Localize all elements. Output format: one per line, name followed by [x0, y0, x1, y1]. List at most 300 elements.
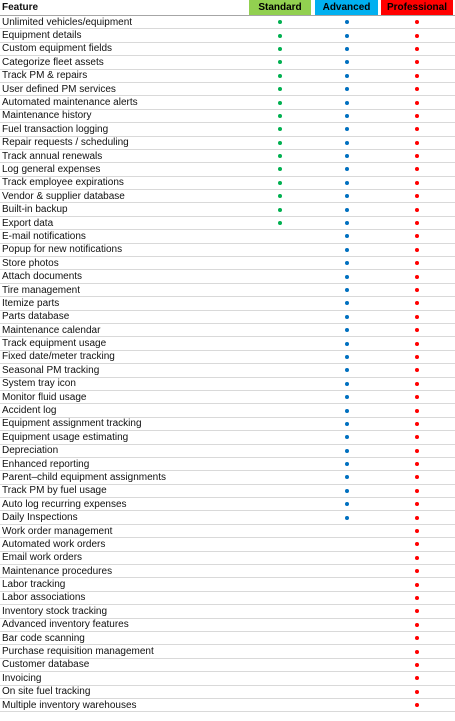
advanced-cell [315, 672, 378, 684]
standard-cell [249, 699, 311, 711]
feature-name: Invoicing [2, 672, 42, 684]
advanced-dot [345, 435, 349, 439]
standard-cell [249, 619, 311, 631]
feature-name: Automated work orders [2, 538, 106, 550]
professional-dot [415, 87, 419, 91]
professional-dot [415, 502, 419, 506]
standard-cell [249, 190, 311, 202]
table-row [0, 56, 455, 69]
professional-cell [381, 445, 453, 457]
table-row [0, 659, 455, 672]
professional-cell [381, 404, 453, 416]
advanced-dot [345, 489, 349, 493]
professional-dot [415, 355, 419, 359]
standard-column-header: Standard [249, 0, 311, 15]
standard-cell [249, 257, 311, 269]
professional-cell [381, 686, 453, 698]
advanced-dot [345, 328, 349, 332]
feature-name: Maintenance procedures [2, 565, 113, 577]
standard-dot [278, 127, 282, 131]
advanced-cell [315, 418, 378, 430]
feature-name: E-mail notifications [2, 230, 86, 242]
table-row [0, 552, 455, 565]
professional-cell [381, 43, 453, 55]
professional-dot [415, 636, 419, 640]
table-row [0, 699, 455, 712]
professional-dot [415, 288, 419, 292]
advanced-cell [315, 257, 378, 269]
standard-cell [249, 43, 311, 55]
professional-cell [381, 163, 453, 175]
standard-cell [249, 538, 311, 550]
advanced-dot [345, 101, 349, 105]
advanced-cell [315, 565, 378, 577]
advanced-cell [315, 659, 378, 671]
standard-cell [249, 378, 311, 390]
professional-dot [415, 529, 419, 533]
professional-cell [381, 56, 453, 68]
advanced-cell [315, 43, 378, 55]
professional-dot [415, 20, 419, 24]
professional-column-header: Professional [381, 0, 453, 15]
professional-cell [381, 485, 453, 497]
feature-name: Track annual renewals [2, 150, 103, 162]
professional-dot [415, 234, 419, 238]
table-row [0, 177, 455, 190]
table-row [0, 203, 455, 216]
advanced-cell [315, 364, 378, 376]
professional-cell [381, 96, 453, 108]
standard-cell [249, 471, 311, 483]
advanced-cell [315, 337, 378, 349]
standard-cell [249, 592, 311, 604]
standard-cell [249, 632, 311, 644]
table-row [0, 592, 455, 605]
feature-name: Enhanced reporting [2, 458, 90, 470]
feature-name: Equipment usage estimating [2, 431, 129, 443]
advanced-dot [345, 234, 349, 238]
advanced-cell [315, 110, 378, 122]
professional-dot [415, 154, 419, 158]
advanced-cell [315, 16, 378, 28]
professional-dot [415, 60, 419, 64]
standard-cell [249, 337, 311, 349]
feature-name: Equipment assignment tracking [2, 418, 142, 430]
professional-cell [381, 592, 453, 604]
advanced-cell [315, 378, 378, 390]
professional-dot [415, 194, 419, 198]
advanced-dot [345, 475, 349, 479]
professional-cell [381, 123, 453, 135]
standard-cell [249, 525, 311, 537]
standard-cell [249, 391, 311, 403]
feature-name: Bar code scanning [2, 632, 85, 644]
advanced-cell [315, 391, 378, 403]
advanced-dot [345, 516, 349, 520]
standard-cell [249, 284, 311, 296]
professional-cell [381, 177, 453, 189]
table-row [0, 632, 455, 645]
professional-cell [381, 565, 453, 577]
professional-cell [381, 525, 453, 537]
advanced-dot [345, 208, 349, 212]
table-row [0, 378, 455, 391]
professional-dot [415, 101, 419, 105]
standard-dot [278, 221, 282, 225]
standard-cell [249, 96, 311, 108]
advanced-cell [315, 645, 378, 657]
professional-cell [381, 498, 453, 510]
table-row [0, 686, 455, 699]
professional-cell [381, 137, 453, 149]
professional-cell [381, 244, 453, 256]
table-row [0, 110, 455, 123]
professional-dot [415, 409, 419, 413]
standard-cell [249, 418, 311, 430]
standard-cell [249, 364, 311, 376]
advanced-dot [345, 288, 349, 292]
advanced-cell [315, 230, 378, 242]
table-row [0, 431, 455, 444]
advanced-dot [345, 275, 349, 279]
feature-name: Track PM & repairs [2, 70, 88, 82]
feature-name: Equipment details [2, 30, 82, 42]
advanced-dot [345, 422, 349, 426]
feature-name: Multiple inventory warehouses [2, 699, 137, 711]
professional-cell [381, 458, 453, 470]
table-row [0, 324, 455, 337]
professional-dot [415, 663, 419, 667]
professional-dot [415, 462, 419, 466]
feature-name: Automated maintenance alerts [2, 97, 138, 109]
standard-dot [278, 141, 282, 145]
standard-cell [249, 458, 311, 470]
advanced-cell [315, 511, 378, 523]
professional-cell [381, 552, 453, 564]
advanced-cell [315, 163, 378, 175]
table-header-row [0, 0, 455, 16]
standard-cell [249, 16, 311, 28]
feature-name: Categorize fleet assets [2, 56, 104, 68]
feature-name: Parent–child equipment assignments [2, 471, 166, 483]
advanced-cell [315, 217, 378, 229]
table-row [0, 217, 455, 230]
feature-name: Daily Inspections [2, 512, 78, 524]
professional-cell [381, 418, 453, 430]
advanced-cell [315, 404, 378, 416]
advanced-dot [345, 248, 349, 252]
advanced-cell [315, 244, 378, 256]
standard-dot [278, 181, 282, 185]
table-row [0, 163, 455, 176]
advanced-cell [315, 123, 378, 135]
feature-name: On site fuel tracking [2, 686, 91, 698]
professional-cell [381, 391, 453, 403]
feature-name: Work order management [2, 525, 113, 537]
feature-name: Maintenance history [2, 110, 92, 122]
advanced-dot [345, 20, 349, 24]
standard-cell [249, 351, 311, 363]
feature-name: Email work orders [2, 552, 83, 564]
feature-name: Track equipment usage [2, 338, 107, 350]
feature-name: Customer database [2, 659, 90, 671]
professional-dot [415, 328, 419, 332]
advanced-cell [315, 458, 378, 470]
table-row [0, 565, 455, 578]
advanced-cell [315, 471, 378, 483]
professional-dot [415, 208, 419, 212]
professional-dot [415, 382, 419, 386]
table-row [0, 619, 455, 632]
professional-dot [415, 368, 419, 372]
professional-dot [415, 449, 419, 453]
professional-cell [381, 150, 453, 162]
advanced-cell [315, 632, 378, 644]
feature-name: Tire management [2, 284, 80, 296]
advanced-cell [315, 270, 378, 282]
table-row [0, 137, 455, 150]
standard-cell [249, 150, 311, 162]
professional-cell [381, 190, 453, 202]
standard-cell [249, 565, 311, 577]
professional-dot [415, 690, 419, 694]
feature-rows [0, 16, 455, 712]
advanced-dot [345, 462, 349, 466]
standard-cell [249, 498, 311, 510]
table-row [0, 404, 455, 417]
advanced-dot [345, 301, 349, 305]
standard-cell [249, 217, 311, 229]
standard-cell [249, 605, 311, 617]
standard-dot [278, 74, 282, 78]
professional-cell [381, 83, 453, 95]
standard-cell [249, 686, 311, 698]
feature-name: Maintenance calendar [2, 324, 101, 336]
advanced-cell [315, 96, 378, 108]
table-row [0, 43, 455, 56]
feature-name: Purchase requisition management [2, 646, 154, 658]
feature-name: System tray icon [2, 378, 76, 390]
standard-cell [249, 578, 311, 590]
standard-cell [249, 230, 311, 242]
advanced-dot [345, 167, 349, 171]
advanced-dot [345, 315, 349, 319]
professional-cell [381, 16, 453, 28]
professional-cell [381, 70, 453, 82]
professional-dot [415, 34, 419, 38]
table-row [0, 538, 455, 551]
advanced-cell [315, 686, 378, 698]
feature-name: Track employee expirations [2, 177, 124, 189]
feature-name: User defined PM services [2, 83, 116, 95]
professional-dot [415, 114, 419, 118]
feature-name: Store photos [2, 257, 59, 269]
table-row [0, 605, 455, 618]
professional-dot [415, 489, 419, 493]
standard-dot [278, 60, 282, 64]
table-row [0, 458, 455, 471]
feature-name: Advanced inventory features [2, 619, 129, 631]
advanced-cell [315, 605, 378, 617]
professional-cell [381, 217, 453, 229]
professional-cell [381, 378, 453, 390]
professional-cell [381, 203, 453, 215]
feature-name: Labor associations [2, 592, 86, 604]
professional-dot [415, 596, 419, 600]
standard-cell [249, 29, 311, 41]
advanced-cell [315, 190, 378, 202]
professional-dot [415, 248, 419, 252]
professional-dot [415, 703, 419, 707]
advanced-dot [345, 181, 349, 185]
feature-name: Auto log recurring expenses [2, 498, 127, 510]
standard-cell [249, 137, 311, 149]
advanced-cell [315, 83, 378, 95]
professional-dot [415, 47, 419, 51]
table-row [0, 337, 455, 350]
feature-name: Export data [2, 217, 54, 229]
feature-name: Built-in backup [2, 204, 68, 216]
table-row [0, 511, 455, 524]
professional-dot [415, 261, 419, 265]
table-row [0, 418, 455, 431]
advanced-dot [345, 395, 349, 399]
professional-dot [415, 516, 419, 520]
advanced-cell [315, 592, 378, 604]
standard-dot [278, 167, 282, 171]
table-row [0, 230, 455, 243]
advanced-dot [345, 34, 349, 38]
professional-dot [415, 650, 419, 654]
advanced-dot [345, 127, 349, 131]
advanced-dot [345, 409, 349, 413]
professional-cell [381, 619, 453, 631]
feature-name: Custom equipment fields [2, 43, 113, 55]
standard-cell [249, 244, 311, 256]
professional-dot [415, 542, 419, 546]
professional-dot [415, 583, 419, 587]
standard-cell [249, 110, 311, 122]
standard-cell [249, 270, 311, 282]
standard-dot [278, 194, 282, 198]
table-row [0, 150, 455, 163]
advanced-dot [345, 141, 349, 145]
table-row [0, 672, 455, 685]
advanced-cell [315, 525, 378, 537]
standard-cell [249, 511, 311, 523]
standard-dot [278, 208, 282, 212]
standard-cell [249, 311, 311, 323]
table-row [0, 525, 455, 538]
professional-dot [415, 556, 419, 560]
standard-dot [278, 154, 282, 158]
professional-cell [381, 297, 453, 309]
table-row [0, 645, 455, 658]
advanced-dot [345, 60, 349, 64]
advanced-cell [315, 498, 378, 510]
standard-dot [278, 47, 282, 51]
advanced-cell [315, 311, 378, 323]
professional-dot [415, 275, 419, 279]
feature-name: Labor tracking [2, 579, 66, 591]
advanced-cell [315, 284, 378, 296]
standard-dot [278, 101, 282, 105]
professional-cell [381, 270, 453, 282]
feature-name: Fuel transaction logging [2, 123, 109, 135]
professional-dot [415, 301, 419, 305]
feature-column-header: Feature [2, 2, 39, 13]
feature-name: Parts database [2, 311, 70, 323]
advanced-cell [315, 297, 378, 309]
professional-cell [381, 230, 453, 242]
advanced-column-header: Advanced [315, 0, 378, 15]
professional-cell [381, 538, 453, 550]
table-row [0, 70, 455, 83]
feature-name: Monitor fluid usage [2, 391, 87, 403]
professional-dot [415, 315, 419, 319]
table-row [0, 123, 455, 136]
standard-cell [249, 177, 311, 189]
advanced-cell [315, 552, 378, 564]
feature-name: Repair requests / scheduling [2, 137, 129, 149]
professional-cell [381, 699, 453, 711]
standard-dot [278, 114, 282, 118]
professional-dot [415, 395, 419, 399]
professional-dot [415, 167, 419, 171]
professional-cell [381, 110, 453, 122]
table-row [0, 270, 455, 283]
standard-cell [249, 431, 311, 443]
professional-dot [415, 475, 419, 479]
advanced-dot [345, 355, 349, 359]
professional-cell [381, 672, 453, 684]
advanced-cell [315, 70, 378, 82]
advanced-cell [315, 445, 378, 457]
table-row [0, 190, 455, 203]
professional-dot [415, 623, 419, 627]
standard-cell [249, 552, 311, 564]
advanced-dot [345, 502, 349, 506]
advanced-dot [345, 221, 349, 225]
advanced-dot [345, 74, 349, 78]
table-row [0, 471, 455, 484]
standard-cell [249, 672, 311, 684]
professional-cell [381, 471, 453, 483]
advanced-cell [315, 137, 378, 149]
table-row [0, 364, 455, 377]
professional-dot [415, 221, 419, 225]
standard-cell [249, 445, 311, 457]
professional-cell [381, 511, 453, 523]
table-row [0, 578, 455, 591]
advanced-cell [315, 619, 378, 631]
advanced-cell [315, 538, 378, 550]
table-row [0, 16, 455, 29]
standard-dot [278, 87, 282, 91]
standard-cell [249, 203, 311, 215]
professional-dot [415, 435, 419, 439]
professional-dot [415, 609, 419, 613]
feature-name: Seasonal PM tracking [2, 364, 100, 376]
standard-cell [249, 659, 311, 671]
professional-dot [415, 127, 419, 131]
table-row [0, 96, 455, 109]
advanced-dot [345, 342, 349, 346]
professional-cell [381, 645, 453, 657]
professional-cell [381, 605, 453, 617]
table-row [0, 284, 455, 297]
advanced-dot [345, 154, 349, 158]
